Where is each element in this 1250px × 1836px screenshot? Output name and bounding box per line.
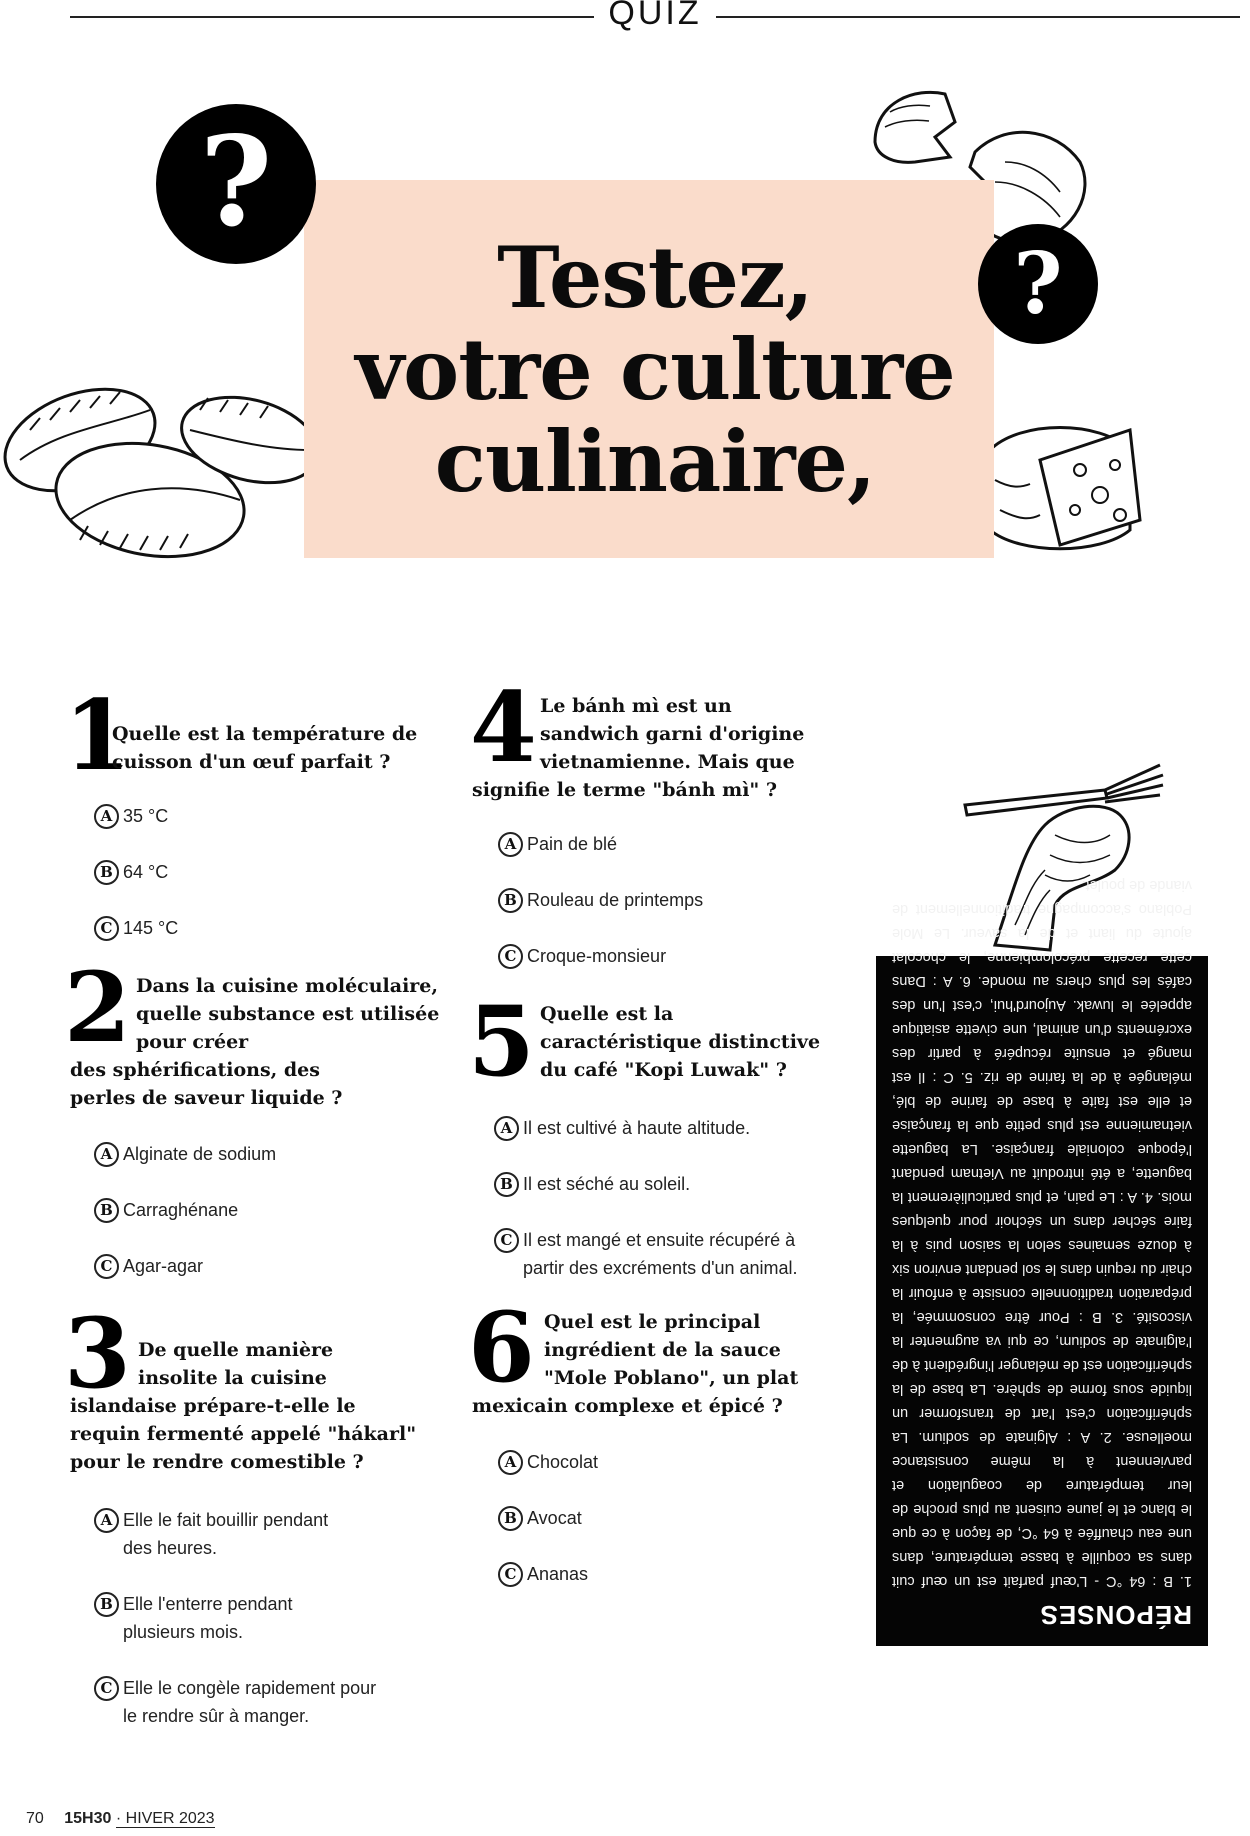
question-number-2: 2 (64, 951, 131, 1064)
question-1-option-c[interactable] (94, 914, 414, 942)
page-footer (26, 1810, 215, 1828)
option-text: 35 °C (123, 806, 169, 826)
option-text: Elle le fait bouillir pendant des heures. (123, 1510, 329, 1558)
option-text: Chocolat (527, 1452, 599, 1472)
question-4-option-c[interactable] (498, 942, 828, 970)
option-letter: B (494, 1172, 519, 1197)
answers-rotated-content (876, 877, 1208, 1646)
answers-title: RÉPONSES (1039, 1600, 1192, 1630)
option-text: Agar-agar (123, 1256, 204, 1276)
option-letter: B (94, 860, 119, 885)
option-text: 64 °C (123, 862, 169, 882)
option-text: Avocat (527, 1508, 582, 1528)
option-text: Ananas (527, 1564, 589, 1584)
option-letter: C (494, 1228, 519, 1253)
title-line-1: Testez, (497, 228, 813, 327)
question-4-option-a[interactable] (498, 830, 828, 858)
option-letter: A (494, 1116, 519, 1141)
option-text: Il est séché au soleil. (523, 1174, 691, 1194)
option-letter: C (498, 1562, 523, 1587)
option-letter: C (94, 1254, 119, 1279)
question-number-3: 3 (64, 1297, 131, 1410)
option-text: Rouleau de printemps (527, 890, 704, 910)
answers-box (876, 877, 1208, 1646)
question-1-option-b[interactable] (94, 858, 414, 886)
question-2-text-indent: Dans la cuisine moléculaire, quelle substance est utilisée pour créer (136, 975, 440, 1053)
option-text: Elle le congèle rapidement pour le rendre sûr à manger. (123, 1678, 377, 1726)
question-6-text-indent: Quel est le principal ingrédient de la sauce "Mole Poblano", un plat (544, 1311, 799, 1389)
issue-label: · HIVER 2023 (115, 1810, 215, 1827)
question-6-text: mexicain complexe et épicé ? (472, 1395, 783, 1417)
question-mark-circle-large: ? (156, 104, 316, 264)
question-1-option-a[interactable] (94, 802, 414, 830)
page-number: 70 (26, 1810, 44, 1827)
question-mark-circle-small: ? (978, 224, 1098, 344)
option-letter: A (94, 1142, 119, 1167)
coffee-beans-illustration (0, 370, 320, 570)
question-3-text-indent: De quelle manière insolite la cuisine (138, 1339, 334, 1389)
option-letter: A (94, 1508, 119, 1533)
question-5-option-a[interactable] (494, 1114, 834, 1142)
option-letter: A (498, 1450, 523, 1475)
option-letter: C (94, 916, 119, 941)
option-letter: C (94, 1676, 119, 1701)
option-letter: B (94, 1198, 119, 1223)
question-4-option-b[interactable] (498, 886, 828, 914)
section-title: QUIZ (608, 0, 702, 32)
question-1-text: Quelle est la température de cuisson d'un œuf parfait ? (112, 723, 418, 773)
question-3-text: islandaise prépare-t-elle le requin fermenté appelé "hákarl" pour le rendre comestible ? (70, 1395, 417, 1473)
question-4-text: signifie le terme "bánh mì" ? (472, 779, 778, 801)
magazine-name: 15H30 (64, 1810, 112, 1827)
option-text: Carraghénane (123, 1200, 239, 1220)
title-line-3: culinaire, (434, 412, 876, 511)
question-5-text: Quelle est la caractéristique distinctive du café "Kopi Luwak" ? (540, 1003, 821, 1081)
question-2-option-a[interactable] (94, 1140, 414, 1168)
question-2-option-b[interactable] (94, 1196, 414, 1224)
option-letter: A (498, 832, 523, 857)
question-6-option-b[interactable] (498, 1504, 828, 1532)
option-text: Alginate de sodium (123, 1144, 277, 1164)
question-number-6: 6 (468, 1291, 535, 1404)
question-number-1: 1 (64, 679, 131, 792)
page-title (310, 228, 1000, 511)
header-rule-right (716, 16, 1240, 18)
question-6-option-a[interactable] (498, 1448, 828, 1476)
cheese-illustration (980, 410, 1145, 560)
option-letter: A (94, 804, 119, 829)
question-2-option-c[interactable] (94, 1252, 414, 1280)
question-number-4: 4 (470, 671, 537, 784)
question-3-option-b[interactable] (94, 1590, 334, 1646)
question-3-option-c[interactable] (94, 1674, 384, 1730)
answers-text: 1. B : 64 °C - L'œuf parfait est un œuf cuit dans sa coquille à basse température, dans une eau chauffée à 64 °C, de façon à ce que le blanc et le jaune cuisent au plus proche de leur température de coagulation et parviennent à la même consistance moelleuse. 2. A : Alginate de sodium. La sphérification c'est l'art de transformer un liquide sous forme de sphère. La base de la sphérification est de mélanger l'ingrédient à de l'alginate de sodium, ce qui va augmenter la viscosité. 3. B : Pour être consommée, la préparation traditionnelle consiste à enfouir la chair du requin dans le sol pendant environ six à douze semaines selon la saison puis à la faire sécher dans un séchoir pour quelques mois. 4. A : Le pain, et plus particulièrement la baguette, a été introduit au Vietnam pendant l'époque coloniale française. La baguette vietnamienne est plus petite que la française et elle est faite à base de farine de blé, mélangée à de la farine de riz. 5. C : Il est mangé et ensuite récupéré à partir des excréments d'un animal, une civette asiatique appelée le luwak. Aujourd'hui, c'est l'un des cafés les plus chers au monde. 6. A : Dans cette recette précolombienne, le chocolat ajoute du liant et de la saveur. Le Mole Poblano s'accompagne traditionnellement de viande de poulet. (892, 877, 1192, 1589)
title-line-2: votre culture (355, 320, 955, 419)
question-2-text: des sphérifications, des perles de saveur liquide ? (70, 1059, 343, 1109)
option-text: Il est cultivé à haute altitude. (523, 1118, 751, 1138)
option-text: Elle l'enterre pendant plusieurs mois. (123, 1594, 293, 1642)
header-rule-left (70, 16, 594, 18)
question-number-5: 5 (468, 985, 535, 1098)
option-letter: B (94, 1592, 119, 1617)
option-text: Il est mangé et ensuite récupéré à partir des excréments d'un animal. (523, 1230, 798, 1278)
question-4-text-indent: Le bánh mì est un sandwich garni d'origine vietnamienne. Mais que (540, 695, 805, 773)
option-text: Pain de blé (527, 834, 618, 854)
question-3-option-a[interactable] (94, 1506, 334, 1562)
option-text: Croque-monsieur (527, 946, 667, 966)
option-letter: B (498, 888, 523, 913)
question-5-option-c[interactable] (494, 1226, 834, 1282)
question-6-option-c[interactable] (498, 1560, 828, 1588)
option-text: 145 °C (123, 918, 179, 938)
option-letter: C (498, 944, 523, 969)
question-5-option-b[interactable] (494, 1170, 834, 1198)
option-letter: B (498, 1506, 523, 1531)
